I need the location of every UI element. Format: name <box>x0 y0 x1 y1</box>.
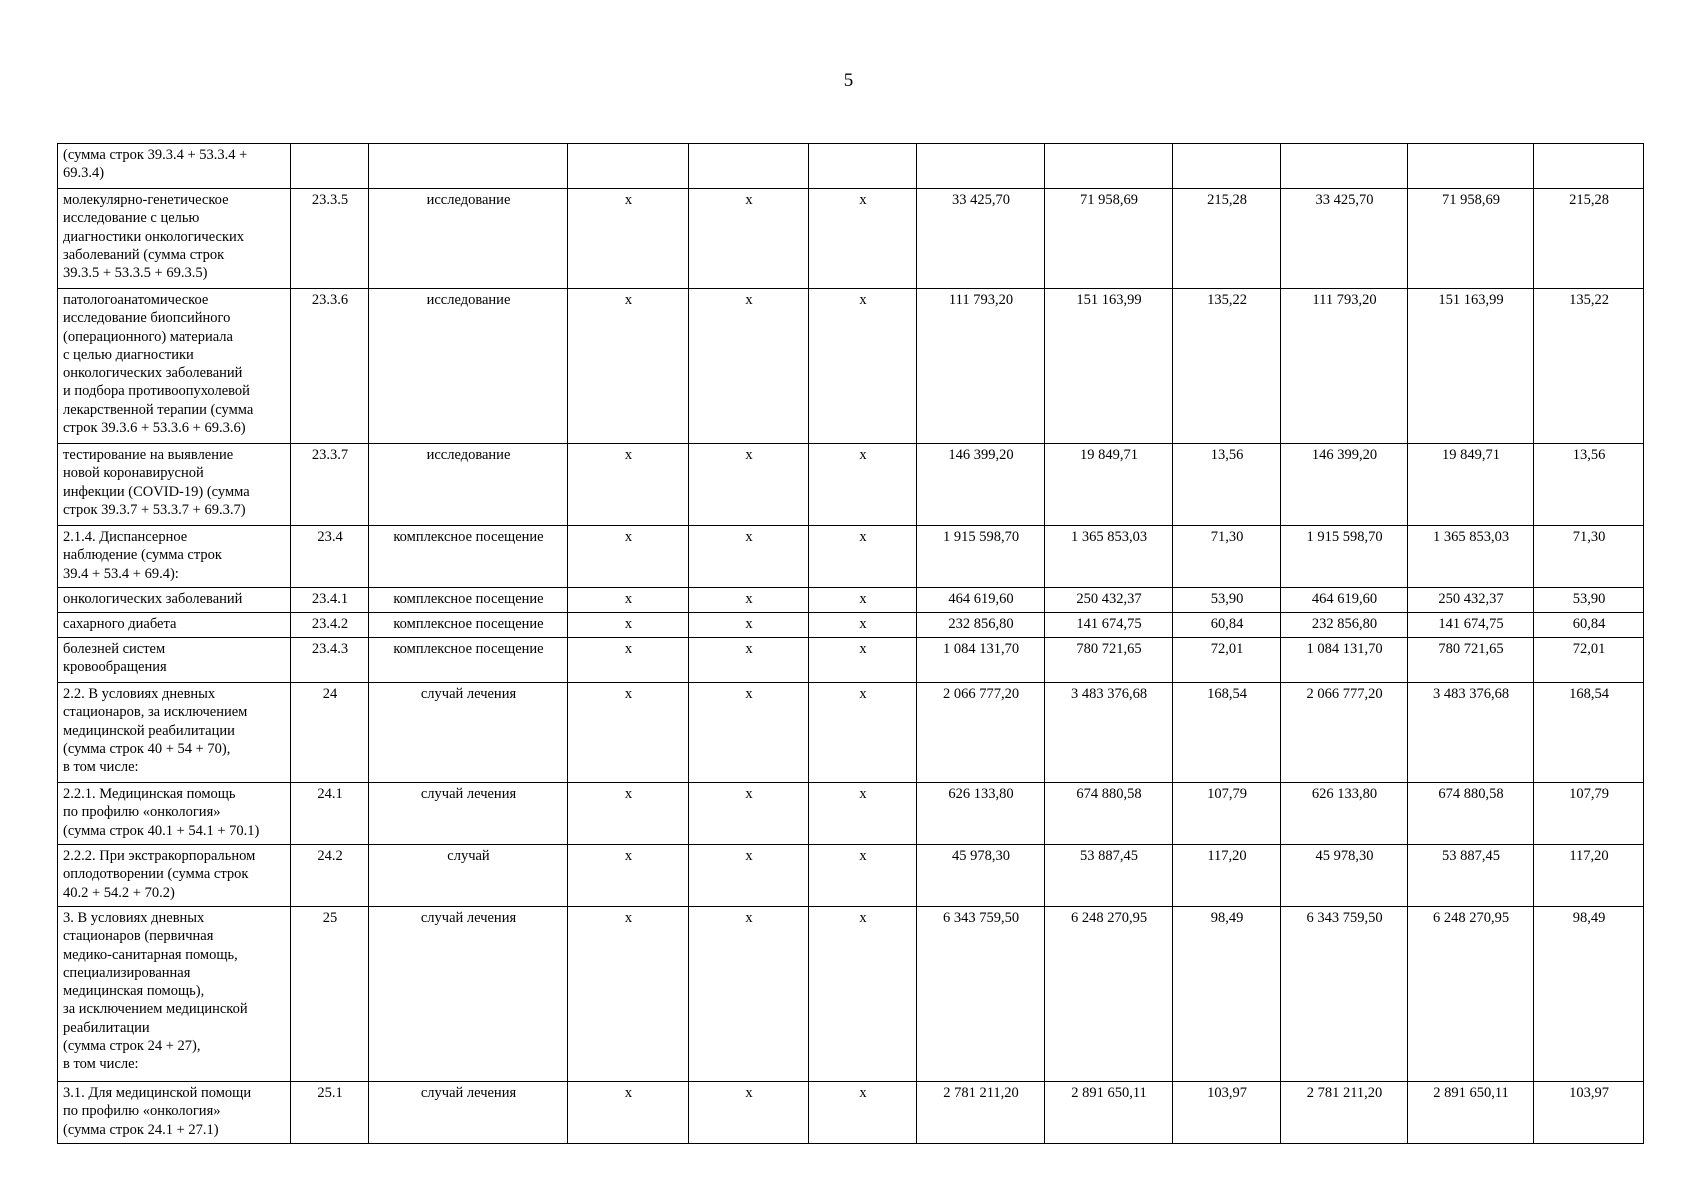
row-value-cell: 3 483 376,68 <box>1408 683 1534 783</box>
row-x-cell: х <box>809 683 917 783</box>
row-value-cell: 45 978,30 <box>917 845 1045 907</box>
row-value-cell <box>1281 144 1408 189</box>
row-value-cell: 464 619,60 <box>1281 588 1408 613</box>
row-unit-cell: случай лечения <box>369 783 568 845</box>
table-row <box>58 189 1644 289</box>
row-value-cell: 53,90 <box>1173 588 1281 613</box>
row-unit-cell: исследование <box>369 289 568 444</box>
row-x-cell: х <box>568 189 689 289</box>
row-value-cell <box>1045 144 1173 189</box>
row-value-cell: 71,30 <box>1173 526 1281 588</box>
row-value-cell: 2 066 777,20 <box>917 683 1045 783</box>
row-name-cell: 2.2.2. При экстракорпоральном оплодотворении (сумма строк 40.2 + 54.2 + 70.2) <box>58 845 291 907</box>
row-x-cell: х <box>689 526 809 588</box>
row-value-cell: 780 721,65 <box>1408 638 1534 683</box>
table-row <box>58 683 1644 783</box>
row-value-cell: 13,56 <box>1534 444 1644 526</box>
row-x-cell: х <box>689 588 809 613</box>
row-value-cell: 111 793,20 <box>917 289 1045 444</box>
row-x-cell: х <box>568 683 689 783</box>
row-value-cell: 60,84 <box>1534 613 1644 638</box>
row-name-cell: 2.1.4. Диспансерное наблюдение (сумма строк 39.4 + 53.4 + 69.4): <box>58 526 291 588</box>
row-value-cell: 1 365 853,03 <box>1045 526 1173 588</box>
row-x-cell: х <box>809 526 917 588</box>
row-unit-cell: случай лечения <box>369 683 568 783</box>
row-code-cell: 24.2 <box>291 845 369 907</box>
row-value-cell: 215,28 <box>1534 189 1644 289</box>
row-x-cell: х <box>809 588 917 613</box>
row-code-cell <box>291 144 369 189</box>
row-value-cell: 6 248 270,95 <box>1408 907 1534 1082</box>
row-x-cell: х <box>689 444 809 526</box>
row-x-cell: х <box>568 588 689 613</box>
row-value-cell: 168,54 <box>1173 683 1281 783</box>
row-value-cell: 98,49 <box>1534 907 1644 1082</box>
row-name-cell: (сумма строк 39.3.4 + 53.3.4 + 69.3.4) <box>58 144 291 189</box>
row-name-cell: 2.2.1. Медицинская помощь по профилю «онкология» (сумма строк 40.1 + 54.1 + 70.1) <box>58 783 291 845</box>
row-value-cell: 33 425,70 <box>1281 189 1408 289</box>
table-row <box>58 144 1644 189</box>
row-unit-cell <box>369 144 568 189</box>
page-number: 5 <box>843 70 854 91</box>
row-x-cell: х <box>809 613 917 638</box>
row-value-cell: 141 674,75 <box>1045 613 1173 638</box>
row-x-cell: х <box>689 783 809 845</box>
row-x-cell: х <box>568 613 689 638</box>
row-value-cell: 3 483 376,68 <box>1045 683 1173 783</box>
row-value-cell: 53,90 <box>1534 588 1644 613</box>
row-code-cell: 23.3.6 <box>291 289 369 444</box>
row-value-cell: 780 721,65 <box>1045 638 1173 683</box>
row-value-cell: 71 958,69 <box>1408 189 1534 289</box>
row-value-cell: 146 399,20 <box>917 444 1045 526</box>
row-x-cell: х <box>568 783 689 845</box>
row-value-cell: 6 343 759,50 <box>917 907 1045 1082</box>
row-value-cell: 6 248 270,95 <box>1045 907 1173 1082</box>
row-x-cell: х <box>809 638 917 683</box>
row-value-cell: 1 915 598,70 <box>917 526 1045 588</box>
row-x-cell: х <box>689 638 809 683</box>
row-value-cell: 72,01 <box>1173 638 1281 683</box>
row-x-cell <box>568 144 689 189</box>
row-value-cell: 146 399,20 <box>1281 444 1408 526</box>
row-value-cell: 626 133,80 <box>1281 783 1408 845</box>
table-row <box>58 638 1644 683</box>
row-value-cell: 6 343 759,50 <box>1281 907 1408 1082</box>
row-value-cell: 250 432,37 <box>1408 588 1534 613</box>
table-row <box>58 588 1644 613</box>
row-unit-cell: комплексное посещение <box>369 638 568 683</box>
row-name-cell: 3.1. Для медицинской помощи по профилю «онкология» (сумма строк 24.1 + 27.1) <box>58 1082 291 1144</box>
row-name-cell: 2.2. В условиях дневных стационаров, за исключением медицинской реабилитации (сумма строк 40 + 54 + 70), в том числе: <box>58 683 291 783</box>
row-unit-cell: комплексное посещение <box>369 613 568 638</box>
row-value-cell: 45 978,30 <box>1281 845 1408 907</box>
row-code-cell: 25 <box>291 907 369 1082</box>
row-name-cell: молекулярно-генетическое исследование с целью диагностики онкологических заболеваний (сумма строк 39.3.5 + 53.3.5 + 69.3.5) <box>58 189 291 289</box>
row-x-cell: х <box>809 289 917 444</box>
row-value-cell: 111 793,20 <box>1281 289 1408 444</box>
row-value-cell: 98,49 <box>1173 907 1281 1082</box>
row-x-cell: х <box>689 683 809 783</box>
row-value-cell: 2 781 211,20 <box>917 1082 1045 1144</box>
row-value-cell: 674 880,58 <box>1408 783 1534 845</box>
row-value-cell: 151 163,99 <box>1045 289 1173 444</box>
row-value-cell: 464 619,60 <box>917 588 1045 613</box>
row-value-cell: 71 958,69 <box>1045 189 1173 289</box>
row-unit-cell: случай лечения <box>369 907 568 1082</box>
row-value-cell: 107,79 <box>1534 783 1644 845</box>
row-code-cell: 23.4.3 <box>291 638 369 683</box>
row-x-cell: х <box>809 907 917 1082</box>
row-x-cell <box>689 144 809 189</box>
row-x-cell: х <box>568 289 689 444</box>
row-value-cell: 2 781 211,20 <box>1281 1082 1408 1144</box>
row-value-cell: 250 432,37 <box>1045 588 1173 613</box>
table-row <box>58 783 1644 845</box>
table-row <box>58 1082 1644 1144</box>
row-value-cell: 60,84 <box>1173 613 1281 638</box>
row-value-cell: 2 891 650,11 <box>1045 1082 1173 1144</box>
row-code-cell: 24.1 <box>291 783 369 845</box>
row-x-cell: х <box>809 783 917 845</box>
row-value-cell: 1 365 853,03 <box>1408 526 1534 588</box>
row-value-cell: 103,97 <box>1173 1082 1281 1144</box>
row-value-cell: 626 133,80 <box>917 783 1045 845</box>
row-value-cell: 117,20 <box>1534 845 1644 907</box>
row-name-cell: тестирование на выявление новой коронавирусной инфекции (COVID-19) (сумма строк 39.3.7 + 53.3.7 + 69.3.7) <box>58 444 291 526</box>
row-unit-cell: комплексное посещение <box>369 588 568 613</box>
row-value-cell: 72,01 <box>1534 638 1644 683</box>
row-name-cell: патологоанатомическое исследование биопсийного (операционного) материала с целью диагностики онкологических заболеваний и подбора противоопухолевой лекарственной терапии (сумма строк 39.3.6 + 53.3.6 + 69.3.6) <box>58 289 291 444</box>
row-code-cell: 24 <box>291 683 369 783</box>
row-value-cell: 135,22 <box>1534 289 1644 444</box>
row-name-cell: болезней систем кровообращения <box>58 638 291 683</box>
table-row <box>58 444 1644 526</box>
row-value-cell: 71,30 <box>1534 526 1644 588</box>
table-row <box>58 907 1644 1082</box>
row-x-cell: х <box>689 1082 809 1144</box>
table-body <box>58 144 1644 1144</box>
row-x-cell <box>809 144 917 189</box>
row-x-cell: х <box>809 189 917 289</box>
table-row <box>58 289 1644 444</box>
row-value-cell: 232 856,80 <box>917 613 1045 638</box>
row-x-cell: х <box>568 526 689 588</box>
row-name-cell: онкологических заболеваний <box>58 588 291 613</box>
row-name-cell: сахарного диабета <box>58 613 291 638</box>
row-x-cell: х <box>568 1082 689 1144</box>
row-x-cell: х <box>689 907 809 1082</box>
row-x-cell: х <box>568 638 689 683</box>
row-value-cell: 215,28 <box>1173 189 1281 289</box>
row-x-cell: х <box>568 444 689 526</box>
row-x-cell: х <box>689 613 809 638</box>
row-x-cell: х <box>689 845 809 907</box>
row-x-cell: х <box>809 1082 917 1144</box>
row-value-cell: 135,22 <box>1173 289 1281 444</box>
row-value-cell <box>917 144 1045 189</box>
row-value-cell: 13,56 <box>1173 444 1281 526</box>
row-value-cell: 168,54 <box>1534 683 1644 783</box>
row-value-cell: 117,20 <box>1173 845 1281 907</box>
row-value-cell: 151 163,99 <box>1408 289 1534 444</box>
row-x-cell: х <box>809 845 917 907</box>
row-code-cell: 23.4 <box>291 526 369 588</box>
row-value-cell: 19 849,71 <box>1045 444 1173 526</box>
row-value-cell: 103,97 <box>1534 1082 1644 1144</box>
row-value-cell: 1 084 131,70 <box>1281 638 1408 683</box>
data-table <box>57 143 1644 1144</box>
row-x-cell: х <box>689 289 809 444</box>
row-value-cell: 53 887,45 <box>1408 845 1534 907</box>
row-value-cell: 107,79 <box>1173 783 1281 845</box>
row-unit-cell: исследование <box>369 189 568 289</box>
row-name-cell: 3. В условиях дневных стационаров (первичная медико-санитарная помощь, специализированная медицинская помощь), за исключением медицинской реабилитации (сумма строк 24 + 27), в том числе: <box>58 907 291 1082</box>
table-row <box>58 845 1644 907</box>
row-value-cell: 19 849,71 <box>1408 444 1534 526</box>
table-row <box>58 526 1644 588</box>
row-value-cell: 1 084 131,70 <box>917 638 1045 683</box>
row-value-cell: 33 425,70 <box>917 189 1045 289</box>
table-row <box>58 613 1644 638</box>
row-value-cell: 674 880,58 <box>1045 783 1173 845</box>
row-code-cell: 23.3.7 <box>291 444 369 526</box>
row-value-cell: 1 915 598,70 <box>1281 526 1408 588</box>
row-code-cell: 23.4.2 <box>291 613 369 638</box>
row-value-cell <box>1173 144 1281 189</box>
row-code-cell: 25.1 <box>291 1082 369 1144</box>
row-value-cell: 2 066 777,20 <box>1281 683 1408 783</box>
row-unit-cell: исследование <box>369 444 568 526</box>
row-x-cell: х <box>689 189 809 289</box>
row-code-cell: 23.4.1 <box>291 588 369 613</box>
row-x-cell: х <box>568 845 689 907</box>
row-value-cell: 53 887,45 <box>1045 845 1173 907</box>
row-x-cell: х <box>809 444 917 526</box>
row-x-cell: х <box>568 907 689 1082</box>
row-code-cell: 23.3.5 <box>291 189 369 289</box>
row-value-cell <box>1408 144 1534 189</box>
row-unit-cell: комплексное посещение <box>369 526 568 588</box>
row-value-cell: 141 674,75 <box>1408 613 1534 638</box>
row-unit-cell: случай <box>369 845 568 907</box>
row-value-cell: 232 856,80 <box>1281 613 1408 638</box>
row-unit-cell: случай лечения <box>369 1082 568 1144</box>
row-value-cell: 2 891 650,11 <box>1408 1082 1534 1144</box>
row-value-cell <box>1534 144 1644 189</box>
